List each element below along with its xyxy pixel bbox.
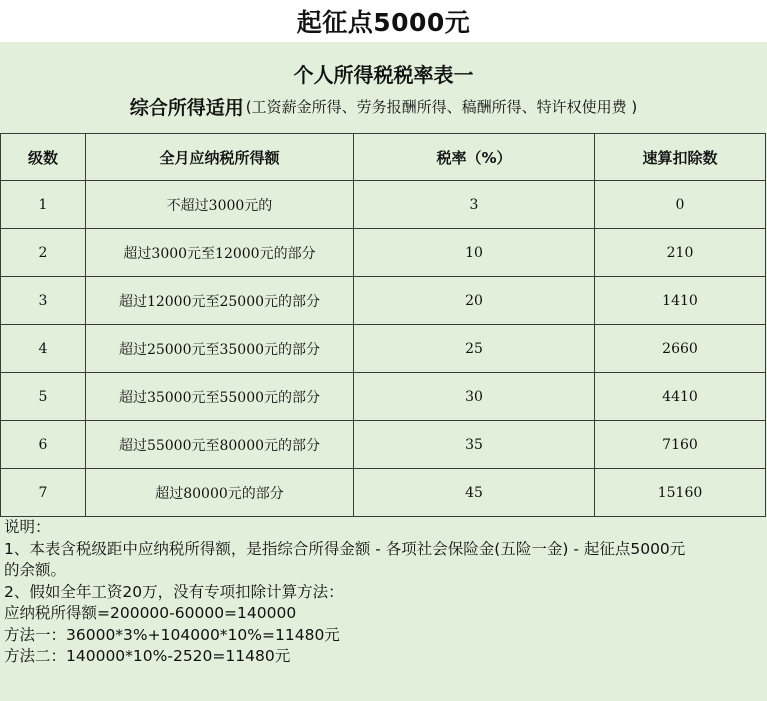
- cell-level: 6: [1, 421, 86, 469]
- table-row: [1, 181, 766, 229]
- note-line-1a: 1、本表含税级距中应纳税所得额，是指综合所得金额 - 各项社会保险金(五险一金) - 起征点5000元: [4, 539, 686, 558]
- cell-level: 5: [1, 373, 86, 421]
- cell-level: 3: [1, 277, 86, 325]
- cell-rate: 30: [354, 373, 595, 421]
- cell-deduction: 15160: [595, 469, 766, 517]
- header-tax-rate: 税率（%）: [354, 134, 595, 181]
- cell-deduction: 1410: [595, 277, 766, 325]
- header-level: 级数: [1, 134, 86, 181]
- table-row: [1, 373, 766, 421]
- cell-rate: 10: [354, 229, 595, 277]
- applies-label: 综合所得适用: [129, 96, 244, 119]
- cell-rate: 25: [354, 325, 595, 373]
- header-quick-deduction: 速算扣除数: [595, 134, 766, 181]
- cell-income: 超过3000元至12000元的部分: [86, 229, 354, 277]
- applies-note: (工资薪金所得、劳务报酬所得、稿酬所得、特许权使用费 ): [245, 97, 638, 116]
- cell-rate: 45: [354, 469, 595, 517]
- cell-level: 2: [1, 229, 86, 277]
- note-line-1b: 的余额。: [4, 561, 67, 579]
- cell-deduction: 0: [595, 181, 766, 229]
- cell-level: 4: [1, 325, 86, 373]
- table-row: [1, 277, 766, 325]
- page-title: 起征点5000元: [0, 0, 767, 42]
- cell-income: 超过80000元的部分: [86, 469, 354, 517]
- table-row: [1, 469, 766, 517]
- cell-income: 超过35000元至55000元的部分: [86, 373, 354, 421]
- notes-heading: 说明：: [4, 518, 51, 536]
- tax-rate-table: [0, 133, 766, 517]
- note-line-4: 方法一：36000*3%+104000*10%=11480元: [4, 625, 340, 644]
- cell-income: 超过25000元至35000元的部分: [86, 325, 354, 373]
- cell-income: 超过12000元至25000元的部分: [86, 277, 354, 325]
- table-header-row: [1, 134, 766, 181]
- cell-income: 不超过3000元的: [86, 181, 354, 229]
- cell-level: 1: [1, 181, 86, 229]
- note-line-5: 方法二：140000*10%-2520=11480元: [4, 647, 291, 665]
- cell-level: 7: [1, 469, 86, 517]
- table-row: [1, 229, 766, 277]
- cell-rate: 20: [354, 277, 595, 325]
- cell-deduction: 7160: [595, 421, 766, 469]
- note-line-2: 2、假如全年工资20万，没有专项扣除计算方法：: [4, 582, 344, 601]
- table-row: [1, 421, 766, 469]
- cell-income: 超过55000元至80000元的部分: [86, 421, 354, 469]
- notes-section: [4, 517, 764, 668]
- header-taxable-income: 全月应纳税所得额: [86, 134, 354, 181]
- cell-deduction: 4410: [595, 373, 766, 421]
- cell-rate: 35: [354, 421, 595, 469]
- cell-deduction: 210: [595, 229, 766, 277]
- cell-rate: 3: [354, 181, 595, 229]
- note-line-3: 应纳税所得额=200000-60000=140000: [4, 604, 297, 622]
- cell-deduction: 2660: [595, 325, 766, 373]
- table-row: [1, 325, 766, 373]
- table-title: 个人所得税税率表一: [293, 62, 474, 87]
- applies-line: [0, 92, 767, 120]
